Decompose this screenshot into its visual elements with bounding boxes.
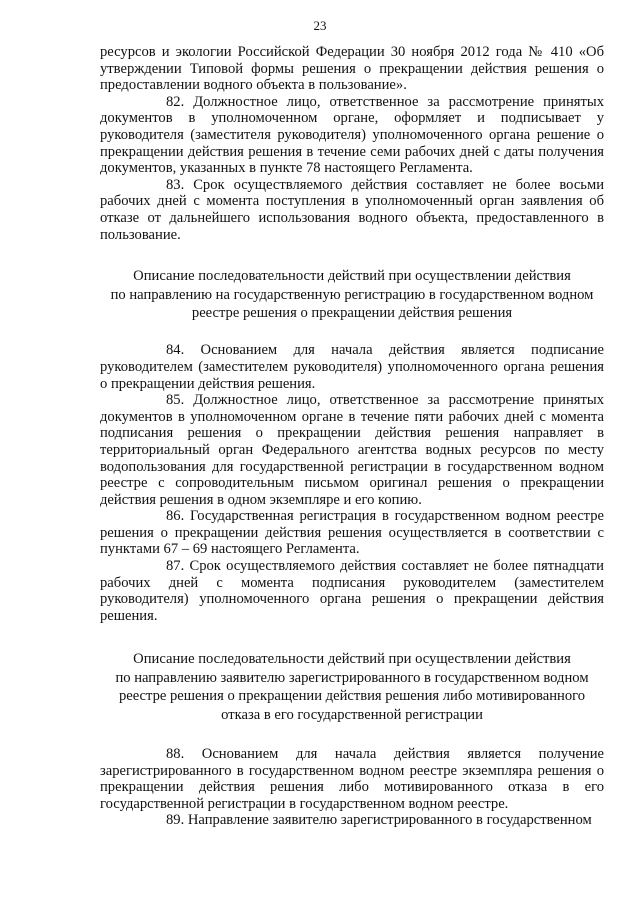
paragraph-82: 82. Должностное лицо, ответственное за рассмотрение принятых документов в уполномоченном органе, оформляет и подписывает у руководителя (заместителя руководителя) уполномоченного органа решение о прекращении действия решения в течение семи рабочих дней с даты получения документов, указанных в пункте 78 настоящего Регламента. — [100, 93, 604, 177]
section-heading-line: реестре решения о прекращении действия решения — [191, 304, 513, 321]
section-heading-line: отказа в его государственной регистрации — [221, 706, 483, 723]
paragraph-83: 83. Срок осуществляемого действия составляет не более восьми рабочих дней с момента поступления в уполномоченный орган заявления об отказе от дальнейшего использования водного объекта, предоставленного в пользование. — [100, 176, 604, 243]
paragraph-89: 89. Направление заявителю зарегистрированного в государственном — [166, 812, 592, 829]
document-body — [100, 44, 604, 829]
section-heading-line: по направлению заявителю зарегистрированного в государственном водном — [115, 669, 589, 686]
section-heading-line: Описание последовательности действий при осуществлении действия — [133, 651, 571, 668]
paragraph-86: 86. Государственная регистрация в государственном водном реестре решения о прекращении действия решения осуществляется в соответствии с пунктами 67 – 69 настоящего Регламента. — [100, 508, 604, 558]
paragraph-85: 85. Должностное лицо, ответственное за рассмотрение принятых документов в уполномоченном органе в течение пяти рабочих дней с момента подписания решения о прекращении действия решения направляет в территориальный орган Федерального агентства водных ресурсов по месту водопользования для государственной регистрации в государственном водном реестре с сопроводительным письмом оригинал решения о прекращении действия решения в одном экземпляре и его копию. — [100, 392, 604, 508]
paragraph-88: 88. Основанием для начала действия является получение зарегистрированного в государственном водном реестре экземпляра решения о прекращении действия решения либо мотивированного отказа в его государственной регистрации в государственном водном реестре. — [100, 746, 604, 812]
page-number: 23 — [313, 18, 327, 33]
section-heading-line: реестре решения о прекращении действия решения либо мотивированного — [118, 688, 586, 705]
section-heading-registration — [100, 267, 604, 322]
section-heading-line: Описание последовательности действий при осуществлении действия — [133, 268, 571, 285]
paragraph-continuation: ресурсов и экологии Российской Федерации 30 ноября 2012 года № 410 «Об утверждении Типовой формы решения о прекращении действия решения о предоставлении водного объекта в пользование». — [100, 44, 604, 94]
paragraph-87: 87. Срок осуществляемого действия составляет не более пятнадцати рабочих дней с момента подписания руководителем (заместителем руководителя) уполномоченного органа решения о прекращении действия решения. — [100, 558, 604, 624]
paragraph-84: 84. Основанием для начала действия является подписание руководителем (заместителем руководителя) уполномоченного органа решения о прекращении действия решения. — [100, 342, 604, 392]
section-heading-line: по направлению на государственную регистрацию в государственном водном — [110, 286, 594, 303]
section-heading-delivery — [100, 650, 604, 724]
